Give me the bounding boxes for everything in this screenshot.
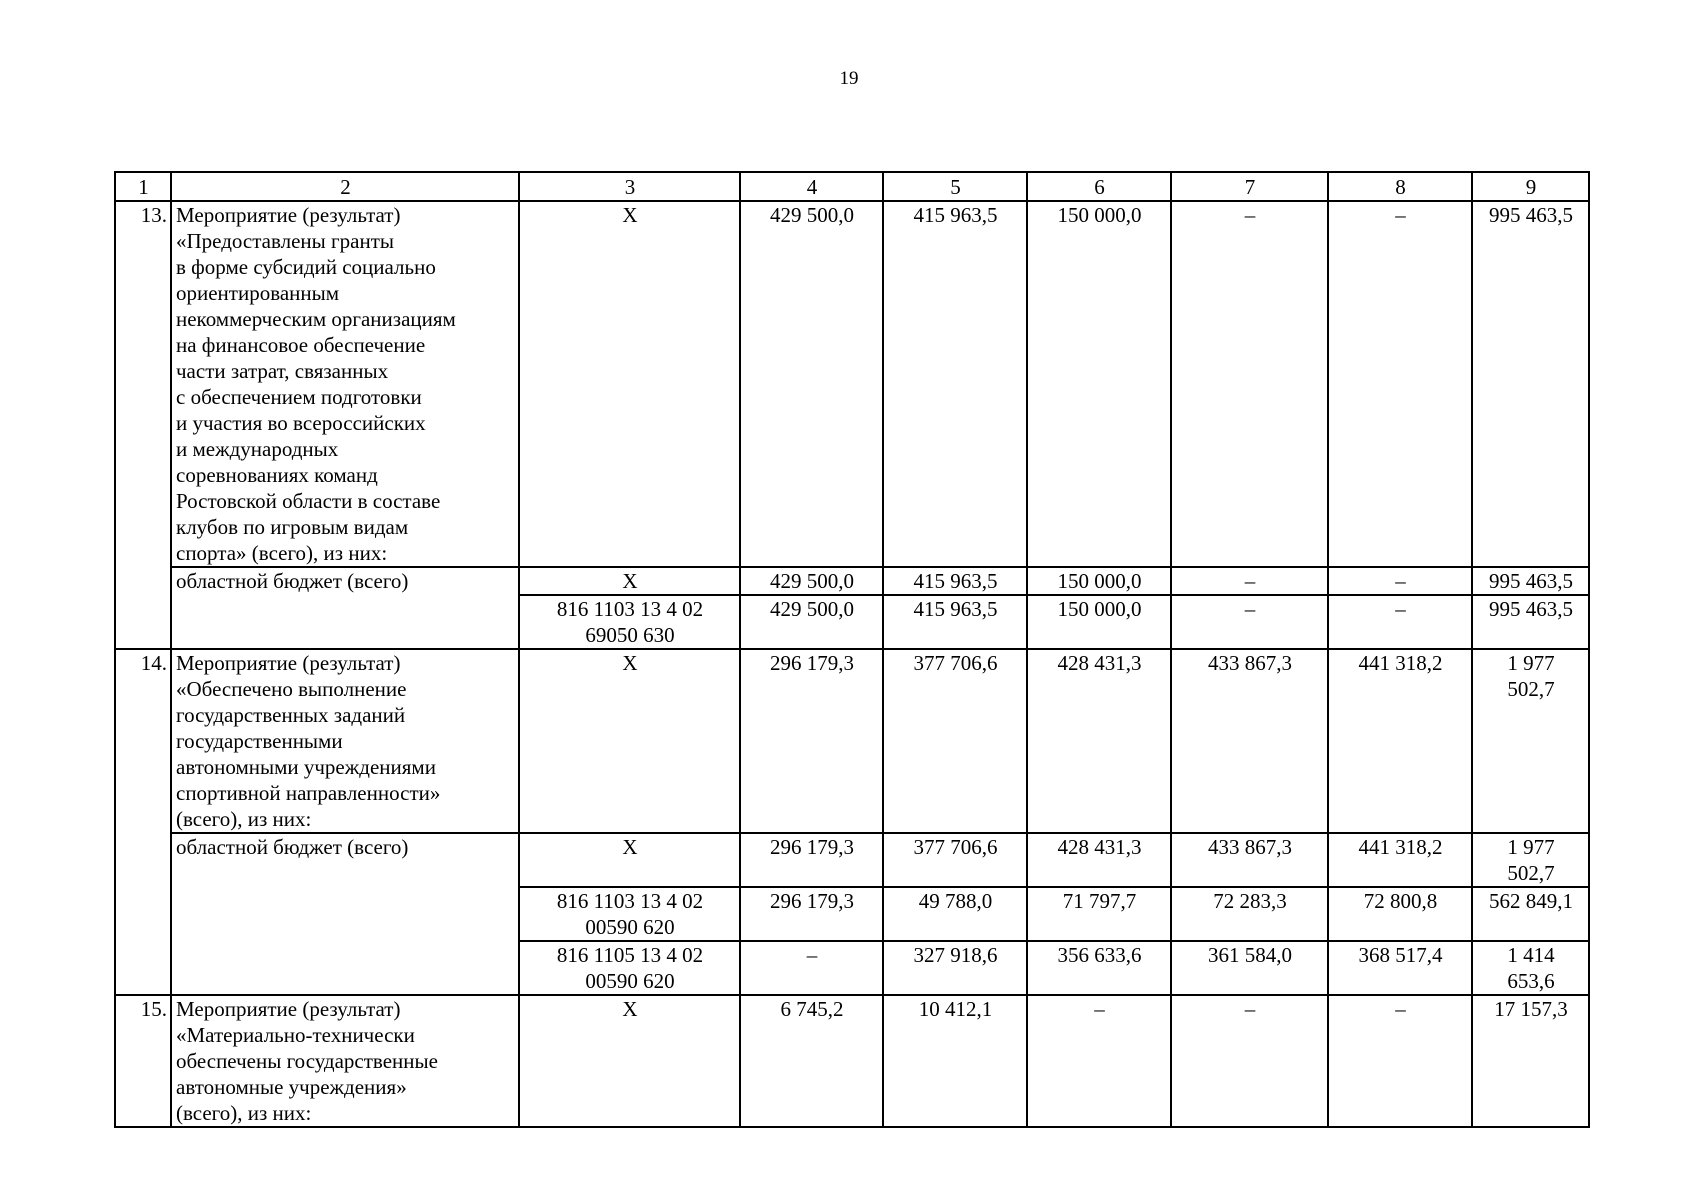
amount-cell: 995 463,5 — [1472, 201, 1589, 567]
amount-cell: – — [1328, 595, 1472, 649]
amount-cell: 429 500,0 — [740, 201, 883, 567]
amount-cell: 71 797,7 — [1027, 887, 1171, 941]
table-row — [115, 833, 1589, 887]
header-cell: 5 — [883, 172, 1027, 201]
header-cell: 1 — [115, 172, 171, 201]
amount-cell: – — [1328, 567, 1472, 595]
amount-cell: 296 179,3 — [740, 833, 883, 887]
amount-cell: 1 977 502,7 — [1472, 833, 1589, 887]
budget-code: Х — [519, 649, 740, 833]
amount-cell: 377 706,6 — [883, 649, 1027, 833]
amount-cell: 433 867,3 — [1171, 649, 1328, 833]
amount-cell: 428 431,3 — [1027, 833, 1171, 887]
amount-cell: 428 431,3 — [1027, 649, 1171, 833]
amount-cell: 429 500,0 — [740, 595, 883, 649]
amount-cell: 562 849,1 — [1472, 887, 1589, 941]
row-label: Мероприятие (результат) «Предоставлены гранты в форме субсидий социально ориентированным некоммерческим организациям на финансовое обеспечение части затрат, связанных с обеспечением подготовки и участия во всероссийских и международных соревнованиях команд Ростовской области в составе клубов по игровым видам спорта» (всего), из них: — [171, 201, 519, 567]
table-row — [115, 567, 1589, 595]
amount-cell: 72 283,3 — [1171, 887, 1328, 941]
amount-cell: 296 179,3 — [740, 649, 883, 833]
amount-cell: 150 000,0 — [1027, 595, 1171, 649]
budget-code: Х — [519, 995, 740, 1127]
amount-cell: 995 463,5 — [1472, 595, 1589, 649]
amount-cell: 6 745,2 — [740, 995, 883, 1127]
budget-code: Х — [519, 567, 740, 595]
header-cell: 2 — [171, 172, 519, 201]
amount-cell: – — [1171, 201, 1328, 567]
amount-cell: – — [1328, 201, 1472, 567]
amount-cell: 995 463,5 — [1472, 567, 1589, 595]
row-label: областной бюджет (всего) — [171, 833, 519, 995]
amount-cell: – — [1171, 995, 1328, 1127]
amount-cell: 441 318,2 — [1328, 833, 1472, 887]
table-row — [115, 995, 1589, 1127]
amount-cell: – — [1171, 567, 1328, 595]
budget-code: Х — [519, 201, 740, 567]
amount-cell: – — [1328, 995, 1472, 1127]
header-cell: 9 — [1472, 172, 1589, 201]
budget-code: 816 1105 13 4 02 00590 620 — [519, 941, 740, 995]
budget-table — [114, 171, 1590, 1128]
amount-cell: – — [740, 941, 883, 995]
table-body — [115, 201, 1589, 1127]
amount-cell: 150 000,0 — [1027, 567, 1171, 595]
amount-cell: 296 179,3 — [740, 887, 883, 941]
header-cell: 3 — [519, 172, 740, 201]
amount-cell: 377 706,6 — [883, 833, 1027, 887]
amount-cell: 72 800,8 — [1328, 887, 1472, 941]
budget-code: Х — [519, 833, 740, 887]
row-label: областной бюджет (всего) — [171, 567, 519, 649]
row-label: Мероприятие (результат) «Обеспечено выполнение государственных заданий государственными автономными учреждениями спортивной направленности» (всего), из них: — [171, 649, 519, 833]
amount-cell: 368 517,4 — [1328, 941, 1472, 995]
header-cell: 7 — [1171, 172, 1328, 201]
header-cell: 6 — [1027, 172, 1171, 201]
row-number: 14. — [115, 649, 171, 995]
row-label: Мероприятие (результат) «Материально-технически обеспечены государственные автономные учреждения» (всего), из них: — [171, 995, 519, 1127]
table-row — [115, 201, 1589, 567]
amount-cell: 356 633,6 — [1027, 941, 1171, 995]
amount-cell: – — [1027, 995, 1171, 1127]
budget-code: 816 1103 13 4 02 69050 630 — [519, 595, 740, 649]
amount-cell: 415 963,5 — [883, 595, 1027, 649]
amount-cell: 49 788,0 — [883, 887, 1027, 941]
row-number: 13. — [115, 201, 171, 649]
header-cell: 4 — [740, 172, 883, 201]
amount-cell: 1 414 653,6 — [1472, 941, 1589, 995]
amount-cell: 1 977 502,7 — [1472, 649, 1589, 833]
amount-cell: 415 963,5 — [883, 567, 1027, 595]
amount-cell: 415 963,5 — [883, 201, 1027, 567]
amount-cell: – — [1171, 595, 1328, 649]
row-number: 15. — [115, 995, 171, 1127]
page-number: 19 — [839, 68, 859, 89]
header-row — [115, 172, 1589, 201]
amount-cell: 17 157,3 — [1472, 995, 1589, 1127]
amount-cell: 433 867,3 — [1171, 833, 1328, 887]
table-row — [115, 649, 1589, 833]
amount-cell: 361 584,0 — [1171, 941, 1328, 995]
amount-cell: 10 412,1 — [883, 995, 1027, 1127]
amount-cell: 327 918,6 — [883, 941, 1027, 995]
amount-cell: 429 500,0 — [740, 567, 883, 595]
budget-code: 816 1103 13 4 02 00590 620 — [519, 887, 740, 941]
header-cell: 8 — [1328, 172, 1472, 201]
amount-cell: 150 000,0 — [1027, 201, 1171, 567]
amount-cell: 441 318,2 — [1328, 649, 1472, 833]
